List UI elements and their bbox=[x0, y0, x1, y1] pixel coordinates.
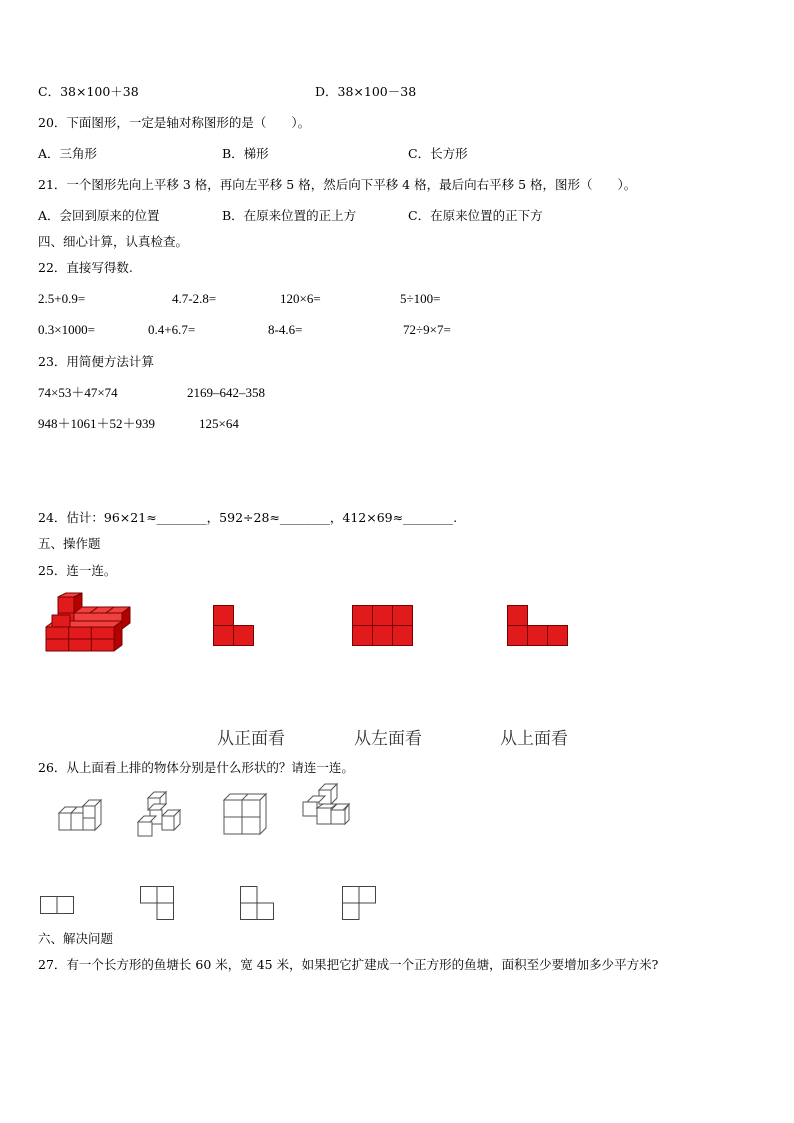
q26-top-view-4 bbox=[342, 886, 378, 922]
q22-item: 5÷100= bbox=[400, 291, 441, 306]
q22-item: 72÷9×7= bbox=[403, 322, 451, 337]
q22-item: 0.4+6.7= bbox=[148, 322, 196, 337]
q22-item: 4.7-2.8= bbox=[172, 291, 217, 306]
q26-top-view-2 bbox=[140, 886, 176, 922]
q26-top-view-3 bbox=[240, 886, 276, 922]
q22-item: 8-4.6= bbox=[268, 322, 303, 337]
q23-item: 948＋1061＋52＋939 bbox=[38, 416, 156, 431]
q25-view-shape-l-small bbox=[213, 605, 255, 647]
section-4-heading: 四、细心计算，认真检查。 bbox=[38, 234, 189, 249]
q20-option-c: C．长方形 bbox=[408, 146, 468, 161]
q25-view-shape-rect bbox=[352, 605, 414, 647]
q22-item: 2.5+0.9= bbox=[38, 291, 86, 306]
section-5-heading: 五、操作题 bbox=[38, 536, 101, 551]
section-6-heading: 六、解决问题 bbox=[38, 931, 114, 946]
q23-stem: 23．用简便方法计算 bbox=[38, 354, 154, 369]
q19-option-d: D．38×100－38 bbox=[315, 84, 417, 99]
q26-object-3 bbox=[220, 792, 268, 836]
q20-stem: 20．下面图形，一定是轴对称图形的是（ ）。 bbox=[38, 115, 311, 130]
q22-item: 120×6= bbox=[280, 291, 321, 306]
q21-option-b: B．在原来位置的正上方 bbox=[222, 208, 357, 223]
q25-stem: 25．连一连。 bbox=[38, 563, 117, 578]
q20-option-b: B．梯形 bbox=[222, 146, 269, 161]
q19-option-c: C．38×100＋38 bbox=[38, 84, 139, 99]
view-label-left: 从左面看 bbox=[354, 729, 422, 749]
q24-line: 24．估计：96×21≈________，592÷28≈________，412×69≈________. bbox=[38, 510, 458, 525]
view-label-top: 从上面看 bbox=[500, 729, 568, 749]
q25-view-shape-l-long bbox=[507, 605, 569, 647]
q21-stem: 21．一个图形先向上平移 3 格，再向左平移 5 格，然后向下平移 4 格，最后向右平移 5 格，图形（ ）。 bbox=[38, 177, 637, 192]
q23-item: 125×64 bbox=[199, 416, 239, 431]
q26-stem: 26．从上面看上排的物体分别是什么形状的？请连一连。 bbox=[38, 760, 354, 775]
q22-item: 0.3×1000= bbox=[38, 322, 95, 337]
q20-option-a: A．三角形 bbox=[38, 146, 98, 161]
q23-item: 74×53＋47×74 bbox=[38, 385, 118, 400]
q26-top-view-1 bbox=[40, 896, 76, 916]
q26-object-1 bbox=[57, 800, 107, 840]
q26-object-4 bbox=[299, 784, 355, 840]
q21-option-c: C．在原来位置的正下方 bbox=[408, 208, 543, 223]
q21-option-a: A．会回到原来的位置 bbox=[38, 208, 160, 223]
q25-red-cube-figure bbox=[44, 593, 134, 655]
q23-item: 2169–642–358 bbox=[187, 385, 265, 400]
q22-stem: 22．直接写得数. bbox=[38, 260, 133, 275]
q27-stem: 27．有一个长方形的鱼塘长 60 米，宽 45 米，如果把它扩建成一个正方形的鱼塘，面积至少要增加多少平方米? bbox=[38, 957, 659, 972]
q26-object-2 bbox=[136, 792, 188, 840]
view-label-front: 从正面看 bbox=[217, 729, 285, 749]
